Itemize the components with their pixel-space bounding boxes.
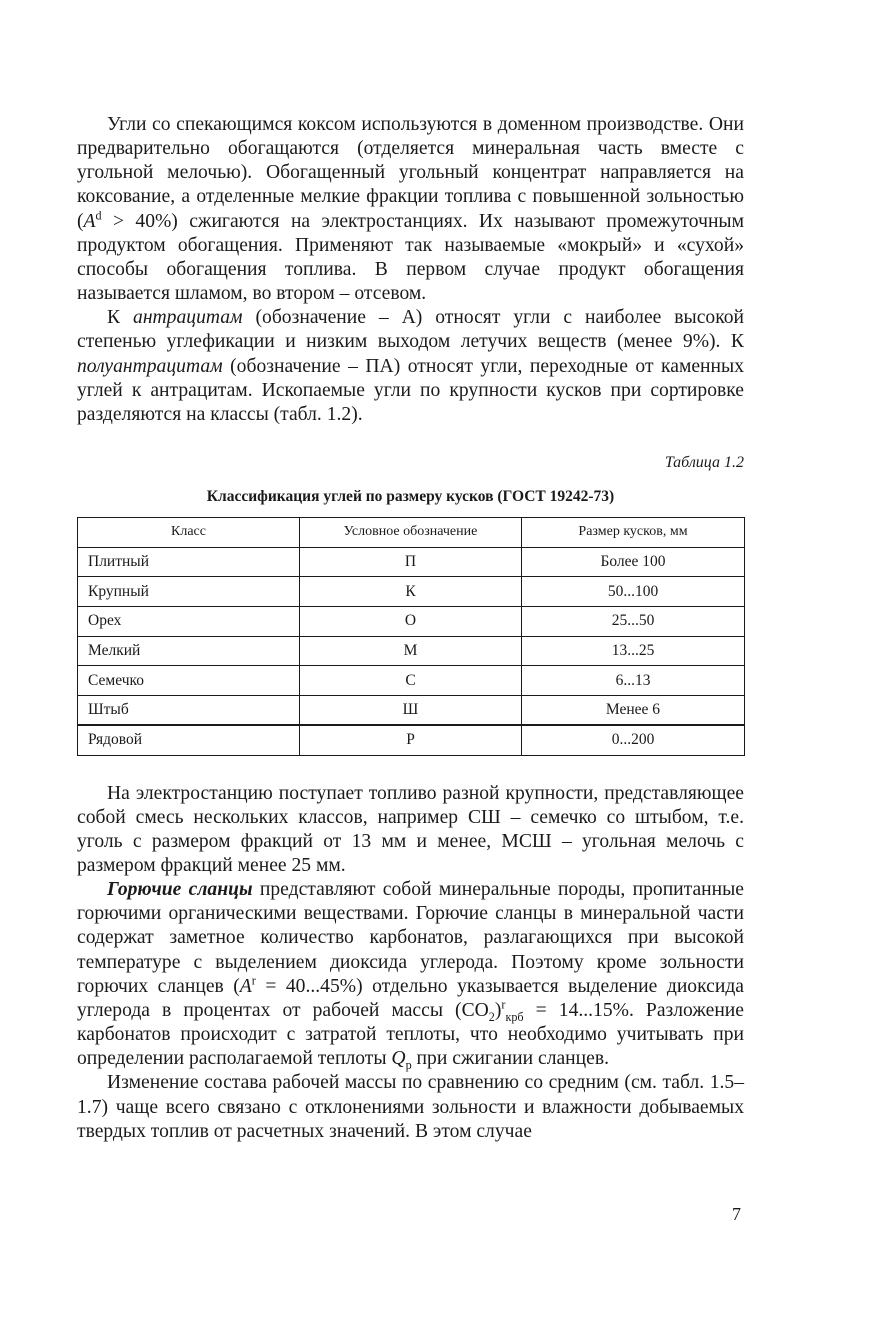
symbol-heat: Q	[391, 1048, 406, 1070]
paragraph-fuel-mixture: На электростанцию поступает топливо разной крупности, представляющее собой смесь нескольких классов, например СШ – семечко со штыбом, т.е. уголь с размером фракций от 13 мм и менее, МСШ – угольная мелочь с размером фракций менее 25 мм.	[77, 782, 744, 876]
header-class: Класс	[78, 518, 300, 548]
cell-size: 6...13	[522, 666, 745, 696]
table-title: Классификация углей по размеру кусков (ГОСТ 19242-73)	[206, 488, 615, 506]
paragraph-coking-coal: Угли со спекающимся коксом используются в доменном производстве. Они предварительно обогащаются (отделяется минеральная часть вместе с угольной мелочью). Обогащенный угольный концентрат направляется на коксование, а отделенные мелкие фракции топлива с повышенной зольностью $(A^d > 40\%)$ сжигаются на электростанциях. Их называют промежуточным продуктом обогащения. Применяют так называемые «мокрый» и «сухой» способы обогащения топлива. В первом случае продукт обогащения называется шламом, во втором – отсевом.	[77, 114, 744, 305]
text-after-table	[77, 782, 744, 1144]
superscript-r: r	[251, 973, 256, 988]
cell-class: Штыб	[78, 696, 300, 726]
cell-size: Более 100	[522, 547, 745, 577]
page-body	[77, 113, 744, 1144]
paragraph-anthracite: К антрацитам (обозначение – А) относят угли с наиболее высокой степенью углефикации и низким выходом летучих веществ (менее 9%). К полуантрацитам (обозначение – ПА) относят угли, переходные от каменных углей к антрацитам. Ископаемые угли по крупности кусков при сортировке разделяются на классы (табл. 1.2).	[77, 307, 745, 425]
cell-symbol: П	[300, 547, 522, 577]
cell-symbol: С	[300, 666, 522, 696]
page-number: 7	[732, 1204, 741, 1224]
coal-size-table	[77, 517, 745, 756]
table-row	[78, 725, 745, 755]
cell-class: Орех	[78, 607, 300, 637]
table-row	[78, 547, 745, 577]
cell-symbol: Р	[300, 725, 522, 755]
table-row	[78, 577, 745, 607]
superscript-r: r	[501, 997, 506, 1012]
table-row	[78, 636, 745, 666]
cell-size: 0...200	[522, 725, 745, 755]
header-symbol: Условное обозначение	[300, 518, 522, 548]
table-row	[78, 666, 745, 696]
paragraph-composition-change: Изменение состава рабочей массы по сравнению со средним (см. табл. 1.5–1.7) чаще всего связано с отклонениями зольности и влажности добываемых твердых топлив от расчетных значений. В этом случае	[77, 1072, 744, 1142]
symbol-ash: A	[239, 975, 252, 997]
table-header-row	[78, 518, 745, 548]
cell-class: Мелкий	[78, 636, 300, 666]
cell-size: 25...50	[522, 607, 745, 637]
cell-symbol: К	[300, 577, 522, 607]
cell-size: 13...25	[522, 636, 745, 666]
cell-class: Рядовой	[78, 725, 300, 755]
cell-class: Плитный	[78, 547, 300, 577]
subscript-2: 2	[488, 1009, 495, 1024]
table-row	[78, 696, 745, 726]
cell-size: 50...100	[522, 577, 745, 607]
term-semi-anthracite: полуантрацитам	[77, 355, 223, 377]
superscript-d: d	[95, 208, 102, 223]
cell-size: Менее 6	[522, 696, 745, 726]
cell-symbol: Ш	[300, 696, 522, 726]
cell-symbol: М	[300, 636, 522, 666]
subscript-krb: крб	[505, 1009, 524, 1024]
paragraph-oil-shale: Горючие сланцы представляют собой минеральные породы, пропитанные горючими органическими веществами. Горючие сланцы в минеральной части содержат заметное количество карбонатов, разлагающихся при высокой температуре с выделением диоксида углерода. Поэтому кроме зольности горючих сланцев $(A^r = 40...45\%)$ отдельно указывается выделение диоксида углерода в процентах от рабочей массы $(CO_2)^r_{крб} = 14...15\%$. Разложение карбонатов происходит с затратой теплоты, что необходимо учитывать при определении располагаемой теплоты $Q_р$ при сжигании сланцев.	[77, 879, 745, 1073]
header-size: Размер кусков, мм	[522, 518, 745, 548]
term-anthracite: антрацитам	[133, 307, 243, 329]
cell-class: Крупный	[78, 577, 300, 607]
table-row	[78, 607, 745, 637]
cell-symbol: О	[300, 607, 522, 637]
symbol-ash: A	[83, 210, 96, 232]
cell-class: Семечко	[78, 666, 300, 696]
table-label: Таблица 1.2	[664, 454, 744, 472]
term-oil-shale: Горючие сланцы	[107, 879, 253, 901]
subscript-p: р	[405, 1058, 412, 1073]
